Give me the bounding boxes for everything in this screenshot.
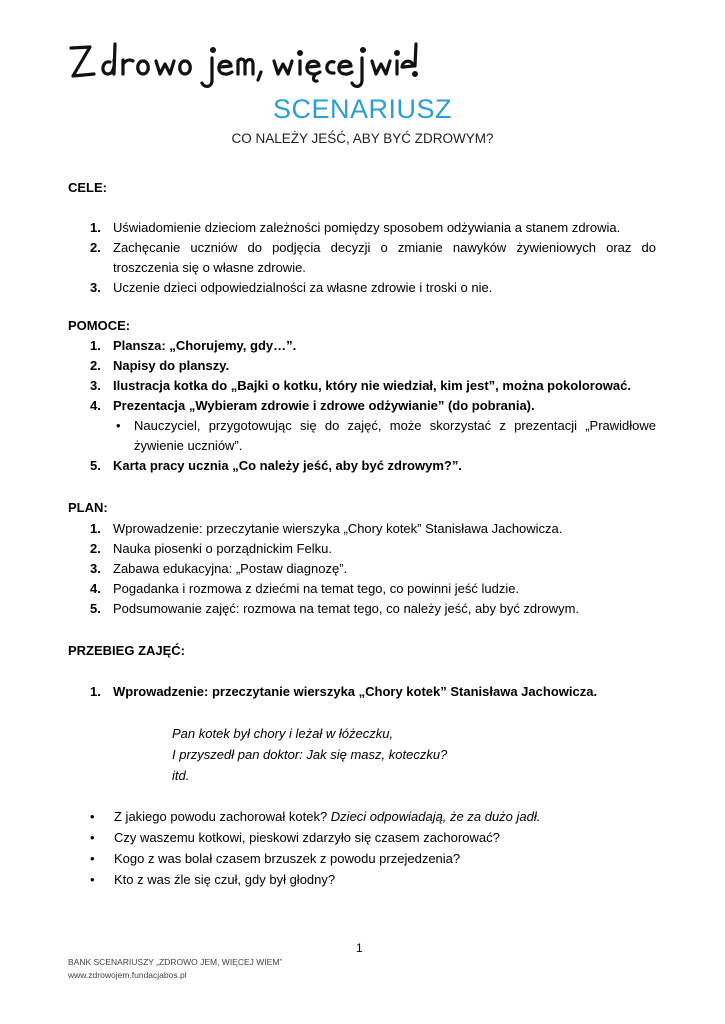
list-text: Plansza: „Chorujemy, gdy…”. [113,338,297,353]
poem-quote [172,723,447,786]
list-number: 2. [90,240,101,255]
page-number: 1 [356,941,363,955]
question-answer: Dzieci odpowiadają, że za dużo jadł. [330,809,541,824]
list-text: Wprowadzenie: przeczytanie wierszyka „Chory kotek” Stanisława Jachowicza. [113,684,598,699]
footer-title: BANK SCENARIUSZY „ZDROWO JEM, WIĘCEJ WIEM” [68,957,283,967]
logo-handwritten-image [68,36,418,94]
bullet-icon: • [116,418,121,433]
title-block [0,94,725,146]
przebieg-step-list [68,682,656,702]
list-number: 1. [90,521,101,536]
list-item [68,218,656,238]
list-item [68,396,656,416]
question-text: Z jakiego powodu zachorował kotek? [114,809,331,824]
sub-list-item [68,416,656,456]
section-heading-pomoce: POMOCE: [68,318,131,333]
list-number: 2. [90,541,101,556]
list-text: Zachęcanie uczniów do podjęcia decyzji o zmianie nawyków żywieniowych oraz do troszczenia się o własne zdrowie. [113,240,656,275]
bullet-icon: • [90,851,95,866]
section-heading-przebieg: PRZEBIEG ZAJĘĆ: [68,643,186,658]
section-heading-cele: CELE: [68,180,107,195]
footer [68,956,282,982]
bullet-icon: • [90,872,95,887]
poem-line: itd. [172,768,190,783]
question-text: Kto z was źle się czuł, gdy był głodny? [114,872,336,887]
questions-list [68,806,668,890]
list-number: 3. [90,561,101,576]
bullet-icon: • [90,830,95,845]
list-text: Ilustracja kotka do „Bajki o kotku, który nie wiedział, kim jest”, można pokolorować. [113,378,631,393]
cele-list [68,218,656,298]
list-text: Pogadanka i rozmowa z dziećmi na temat tego, co powinni jeść ludzie. [113,581,520,596]
question-text: Czy waszemu kotkowi, pieskowi zdarzyło się czasem zachorować? [114,830,500,845]
list-number: 4. [90,398,101,413]
list-text: Napisy do planszy. [113,358,230,373]
page-title: SCENARIUSZ [272,94,453,124]
list-item [68,682,656,702]
list-item [68,539,656,559]
section-heading-plan: PLAN: [68,500,108,515]
list-item [68,559,656,579]
list-item [68,599,656,619]
list-item [68,806,668,827]
list-item [68,519,656,539]
list-number: 5. [90,458,101,473]
list-number: 4. [90,581,101,596]
poem-line: I przyszedł pan doktor: Jak się masz, koteczku? [172,747,448,762]
list-item [68,456,656,476]
list-number: 3. [90,378,101,393]
list-item [68,579,656,599]
list-item [68,848,668,869]
question-text: Kogo z was bolał czasem brzuszek z powodu przejedzenia? [114,851,461,866]
list-text: Nauka piosenki o porządnickim Felku. [113,541,332,556]
plan-list [68,519,656,619]
poem-line: Pan kotek był chory i leżał w łóżeczku, [172,726,394,741]
list-text: Karta pracy ucznia „Co należy jeść, aby być zdrowym?”. [113,458,462,473]
list-item [68,376,656,396]
list-text: Podsumowanie zajęć: rozmowa na temat tego, co należy jeść, aby być zdrowym. [113,601,580,616]
list-item [68,336,656,356]
logo [68,36,418,94]
list-text: Uczenie dzieci odpowiedzialności za własne zdrowie i troski o nie. [113,280,493,295]
list-item [68,827,668,848]
list-item [68,356,656,376]
bullet-icon: • [90,809,95,824]
list-text: Prezentacja „Wybieram zdrowie i zdrowe odżywianie” (do pobrania). [113,398,535,413]
footer-url: www.zdrowojem.fundacjabos.pl [68,970,187,980]
list-item [68,869,668,890]
list-item [68,278,656,298]
list-number: 2. [90,358,101,373]
list-number: 1. [90,684,101,699]
list-text: Wprowadzenie: przeczytanie wierszyka „Chory kotek” Stanisława Jachowicza. [113,521,563,536]
list-number: 3. [90,280,101,295]
list-text: Uświadomienie dzieciom zależności pomiędzy sposobem odżywiania a stanem zdrowia. [113,220,621,235]
list-text: Nauczyciel, przygotowując się do zajęć, może skorzystać z prezentacji „Prawidłowe żywienie uczniów”. [134,418,656,453]
list-item [68,238,656,278]
list-number: 1. [90,220,101,235]
list-number: 1. [90,338,101,353]
list-number: 5. [90,601,101,616]
page-subtitle: CO NALEŻY JEŚĆ, ABY BYĆ ZDROWYM? [231,131,494,146]
list-text: Zabawa edukacyjna: „Postaw diagnozę”. [113,561,348,576]
pomoce-list [68,336,656,476]
